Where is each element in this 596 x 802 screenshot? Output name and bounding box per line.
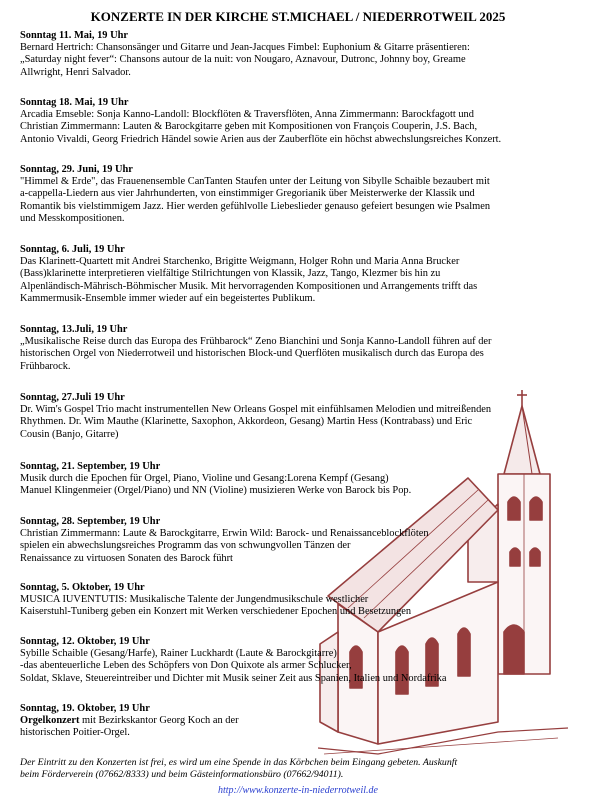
- event-block: [20, 324, 580, 373]
- event-description-line: Alpenländisch-Mährisch-Böhmischer Musik. Mit hervorragenden Kompositionen und Arrangements trifft das: [20, 280, 478, 292]
- event-date: Sonntag, 13.Juli, 19 Uhr: [20, 324, 128, 335]
- event-block: [20, 582, 580, 619]
- event-description-line: Renaissance zu virtuosen Sonaten des Barock führt: [20, 552, 233, 564]
- event-description-line: Allwright, Henri Salvador.: [20, 66, 131, 78]
- event-date: Sonntag, 5. Oktober, 19 Uhr: [20, 582, 145, 593]
- event-description-line: Musik durch die Epochen für Orgel, Piano, Violine und Gesang:Lorena Kempf (Gesang): [20, 473, 389, 485]
- event-description-text: mit Bezirkskantor Georg Koch an der: [79, 715, 239, 727]
- event-description-line: Kaiserstuhl-Tuniberg geben ein Konzert mit Werken verschiedener Epochen und Besetzungen: [20, 606, 412, 618]
- event-description-line: MUSICA IUVENTUTIS: Musikalische Talente der Jungendmusikschule westlicher: [20, 594, 369, 606]
- event-lead: Orgelkonzert: [20, 715, 80, 727]
- event-description-line: Soldat, Sklave, Steuereintreiber und Dichter mit Musik seiner Zeit aus Spanien, Italien und Nordafrika: [20, 672, 447, 684]
- event-date: Sonntag, 21. September, 19 Uhr: [20, 461, 161, 472]
- event-description-line: historischen Poitier-Orgel.: [20, 727, 130, 739]
- event-description-line: spielen ein abwechslungsreiches Programm das von schwungvollen Tänzen der: [20, 540, 351, 552]
- event-block: [20, 244, 580, 305]
- event-description-line: [20, 715, 580, 727]
- event-block: [20, 703, 580, 740]
- event-description-line: (Bass)klarinette interpretieren vielfältige Stilrichtungen von Klassik, Jazz, Tango, Klezmer bis hin zu: [20, 268, 441, 280]
- event-description-line: a-cappella-Liedern aus vier Jahrhunderten, von einstimmiger Gregorianik über Meisterwerke der Klassik und: [20, 188, 475, 200]
- event-description-line: Manuel Klingenmeier (Orgel/Piano) und NN (Violine) musizieren Werke von Barock bis Pop.: [20, 485, 412, 497]
- event-description-line: Das Klarinett-Quartett mit Andrei Starchenko, Brigitte Weigmann, Holger Rohn und Maria Anna Brucker: [20, 256, 460, 268]
- event-description-line: Kammermusik-Ensemble immer wieder auf ein begeistertes Publikum.: [20, 292, 316, 304]
- footer-line: Der Eintritt zu den Konzerten ist frei, es wird um eine Spende in das Körbchen beim Eingang gebeten. Auskunft: [20, 757, 458, 768]
- event-date: Sonntag, 6. Juli, 19 Uhr: [20, 244, 125, 255]
- event-description-line: Arcadia Emseble: Sonja Kanno-Landoll: Blockflöten & Traversflöten, Anna Zimmermann: Barockfagott und: [20, 109, 474, 121]
- event-date: Sonntag, 27.Juli 19 Uhr: [20, 392, 125, 403]
- event-description-line: „Saturday night fever“: Chansons autour de la nuit: von Nougaro, Aznavour, Dutronc, Johnny boy, Greame: [20, 54, 466, 66]
- event-date: Sonntag, 19. Oktober, 19 Uhr: [20, 703, 150, 714]
- event-block: [20, 461, 580, 498]
- page-title: KONZERTE IN DER KIRCHE ST.MICHAEL / NIEDERROTWEIL 2025: [90, 9, 506, 24]
- event-date: Sonntag, 12. Oktober, 19 Uhr: [20, 636, 150, 647]
- event-description-line: Christian Zimmermann: Lauten & Barockgitarre geben mit Kompositionen von François Couperin, J.S. Bach,: [20, 121, 478, 133]
- footer-line: beim Förderverein (07662/8333) und beim Gästeinformationsbüro (07662/94011).: [20, 769, 344, 780]
- event-block: [20, 30, 580, 79]
- event-block: [20, 97, 580, 146]
- event-block: [20, 392, 580, 441]
- event-description-line: Bernard Hertrich: Chansonsänger und Gitarre und Jean-Jacques Fimbel: Euphonium & Gitarre präsentieren:: [20, 42, 470, 54]
- event-date: Sonntag 18. Mai, 19 Uhr: [20, 97, 129, 108]
- event-date: Sonntag, 28. September, 19 Uhr: [20, 516, 161, 527]
- event-description-line: Antonio Vivaldi, Georg Friedrich Händel sowie Arien aus der Zauberflöte ein höchst abwechslungsreiches Konzert.: [20, 133, 502, 145]
- event-date: Sonntag 11. Mai, 19 Uhr: [20, 30, 128, 41]
- event-description-line: "Himmel & Erde", das Frauenensemble CanTanten Staufen unter der Leitung von Sibylle Schaible bezaubert mit: [20, 176, 490, 188]
- event-description-line: „Musikalische Reise durch das Europa des Frühbarock“ Zeno Bianchini und Sonja Kanno-Landoll führen auf der: [20, 336, 492, 348]
- event-block: [20, 636, 580, 685]
- event-block: [20, 164, 580, 225]
- event-description-line: Sybille Schaible (Gesang/Harfe), Rainer Luckhardt (Laute & Barockgitarre): [20, 648, 337, 660]
- footer-note: [20, 757, 580, 781]
- event-description-line: Rhythmen. Dr. Wim Mauthe (Klarinette, Saxophon, Akkordeon, Gesang) Martin Hess (Kontrabass) und Eric: [20, 416, 473, 428]
- event-description-line: Dr. Wim's Gospel Trio macht instrumentellen New Orleans Gospel mit einfühlsamen Melodien und mitreißenden: [20, 404, 492, 416]
- website-link[interactable]: http://www.konzerte-in-niederrotweil.de: [218, 785, 378, 796]
- event-description-line: Christian Zimmermann: Laute & Barockgitarre, Erwin Wild: Barock- und Renaissanceblockflöten: [20, 528, 429, 540]
- event-block: [20, 516, 580, 565]
- event-description-line: -das abenteuerliche Leben des Schöpfers von Don Quixote als armer Schlucker,: [20, 660, 352, 672]
- event-description-line: und Messkompositionen.: [20, 212, 125, 224]
- event-description-line: historischen Orgel von Niederrotweil und historischen Block-und Querflöten musikalisch durch das Europa des: [20, 348, 484, 360]
- event-description-line: Romantik bis vielstimmigem Jazz. Hier werden gefühlvolle Liebeslieder genauso gefeiert besungen wie Psalmen: [20, 200, 491, 212]
- event-description-line: Frühbarock.: [20, 360, 71, 372]
- event-description-line: Cousin (Banjo, Gitarre): [20, 428, 119, 440]
- event-date: Sonntag, 29. Juni, 19 Uhr: [20, 164, 133, 175]
